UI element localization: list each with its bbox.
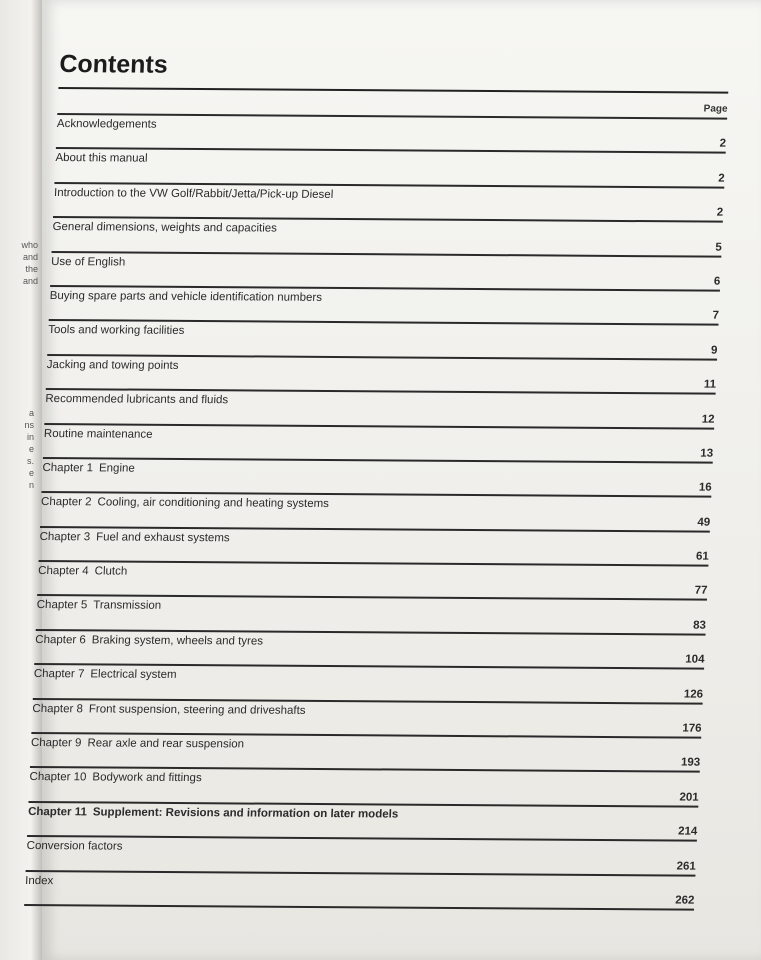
page-column-header: Page [703,103,728,115]
facing-page-text: the [25,264,38,274]
toc-entry [52,216,723,255]
toc-entry [36,594,707,633]
toc-entry-title [49,290,322,304]
toc-entry-title [31,737,245,750]
toc-entry-title [38,565,128,578]
toc-entry [50,251,721,290]
entry-label: Bodywork and fittings [92,771,202,785]
entry-label: Jacking and towing points [46,358,179,372]
toc-entry-title [51,256,126,269]
page-number: 61 [695,550,710,563]
page-number: 12 [701,413,715,426]
toc-entry [30,732,701,771]
toc-entry [43,423,714,462]
toc-entry [53,182,724,221]
toc-entry-title [57,118,157,131]
facing-page-text: e [28,468,34,478]
toc-entry [44,388,715,427]
entry-label: Introduction to the VW Golf/Rabbit/Jetta/Pick-up Diesel [53,186,334,201]
entry-label: Transmission [92,599,162,613]
facing-page-text: e [28,444,34,454]
entry-label: Front suspension, steering and driveshafts [88,703,306,717]
entry-label: General dimensions, weights and capacities [52,221,278,235]
toc-entry-title [44,428,153,441]
page-number: 49 [697,516,711,529]
entry-label: Acknowledgements [56,117,157,131]
toc-entry-title [39,531,230,544]
chapter-number: Chapter 7 [33,668,85,681]
toc-entry [29,766,700,805]
toc-entry-title [36,599,161,612]
toc-entry [46,354,717,393]
entry-label: About this manual [55,152,148,166]
toc-entry-title [55,152,148,165]
facing-page-text: n [28,480,34,490]
facing-page-text: and [22,276,38,286]
page-number: 176 [682,722,702,735]
toc-entry [40,491,711,530]
page-number: 261 [676,860,697,873]
toc-entry [56,113,727,152]
page-number: 13 [700,447,714,460]
toc-entry [39,526,710,565]
toc-entry-title [45,393,228,406]
toc-entry-title [41,496,329,510]
page-number: 7 [712,309,720,323]
chapter-number: Chapter 6 [35,633,87,647]
toc-entry [49,285,720,324]
page-number: 83 [692,619,707,632]
toc-entry [26,835,697,874]
page-number: 2 [717,172,725,185]
facing-page-text: and [22,252,38,262]
chapter-number: Chapter 9 [30,737,82,750]
entry-label: Routine maintenance [43,427,153,441]
toc-entry-title [32,703,306,717]
facing-page-text: ns [24,420,34,430]
chapter-number: Chapter 8 [32,702,84,715]
entry-label: Braking system, wheels and tyres [91,634,264,648]
toc-entry [24,870,695,911]
toc-entry [37,560,708,599]
table-of-contents [24,113,727,911]
toc-entry-title [47,359,179,372]
entry-label: Supplement: Revisions and information on later models [92,806,399,821]
entry-label: Rear axle and rear suspension [87,737,245,751]
toc-entry [54,147,725,186]
chapter-number: Chapter 10 [29,771,87,784]
toc-entry [47,319,718,358]
facing-page-text: in [26,432,34,442]
chapter-number: Chapter 2 [40,496,92,509]
page-number: 2 [716,206,724,219]
page-title: Contents [58,50,729,94]
entry-label: Recommended lubricants and fluids [45,393,229,407]
entry-label: Electrical system [90,668,177,682]
page-number: 16 [698,481,712,494]
toc-entry [34,629,705,668]
page-number: 77 [694,585,708,598]
toc-entry-title [25,875,54,887]
facing-page-text: a [28,408,34,418]
toc-entry-title [26,840,122,853]
toc-entry-title [29,771,202,784]
toc-entry [33,663,704,702]
page-number: 9 [710,344,718,357]
chapter-number: Chapter 1 [42,461,94,475]
page-number: 126 [683,688,704,701]
page-number: 201 [679,791,699,804]
entry-label: Tools and working facilities [48,324,185,338]
entry-label: Buying spare parts and vehicle identification numbers [49,289,323,304]
chapter-number: Chapter 5 [36,599,88,612]
entry-label: Use of English [50,255,126,269]
toc-entry-title [34,668,177,681]
entry-label: Conversion factors [26,840,123,853]
toc-entry-title [42,462,135,475]
toc-entry-title [52,221,277,235]
facing-page-text: s. [26,456,34,466]
page-number: 5 [715,241,723,254]
toc-entry-title [48,324,185,337]
chapter-number: Chapter 11 [27,805,88,819]
page-number: 2 [719,138,727,151]
page-number: 11 [703,378,717,391]
page-number: 214 [677,825,698,838]
page-number: 193 [680,756,701,770]
toc-entry-title [54,187,334,201]
page-number: 104 [685,653,705,666]
chapter-number: Chapter 4 [37,565,89,578]
entry-label: Cooling, air conditioning and heating systems [97,496,330,511]
chapter-number: Chapter 3 [39,530,91,544]
toc-entry [27,801,698,840]
page-number: 262 [674,894,695,907]
toc-entry-title [28,806,399,821]
toc-entry [42,457,713,496]
entry-label: Index [24,874,54,887]
entry-label: Clutch [94,565,128,578]
entry-label: Engine [98,462,136,475]
entry-label: Fuel and exhaust systems [95,531,230,545]
toc-entry [31,698,702,737]
page-number: 6 [713,275,721,288]
toc-entry-title [35,634,263,648]
facing-page-text: who [21,240,38,250]
